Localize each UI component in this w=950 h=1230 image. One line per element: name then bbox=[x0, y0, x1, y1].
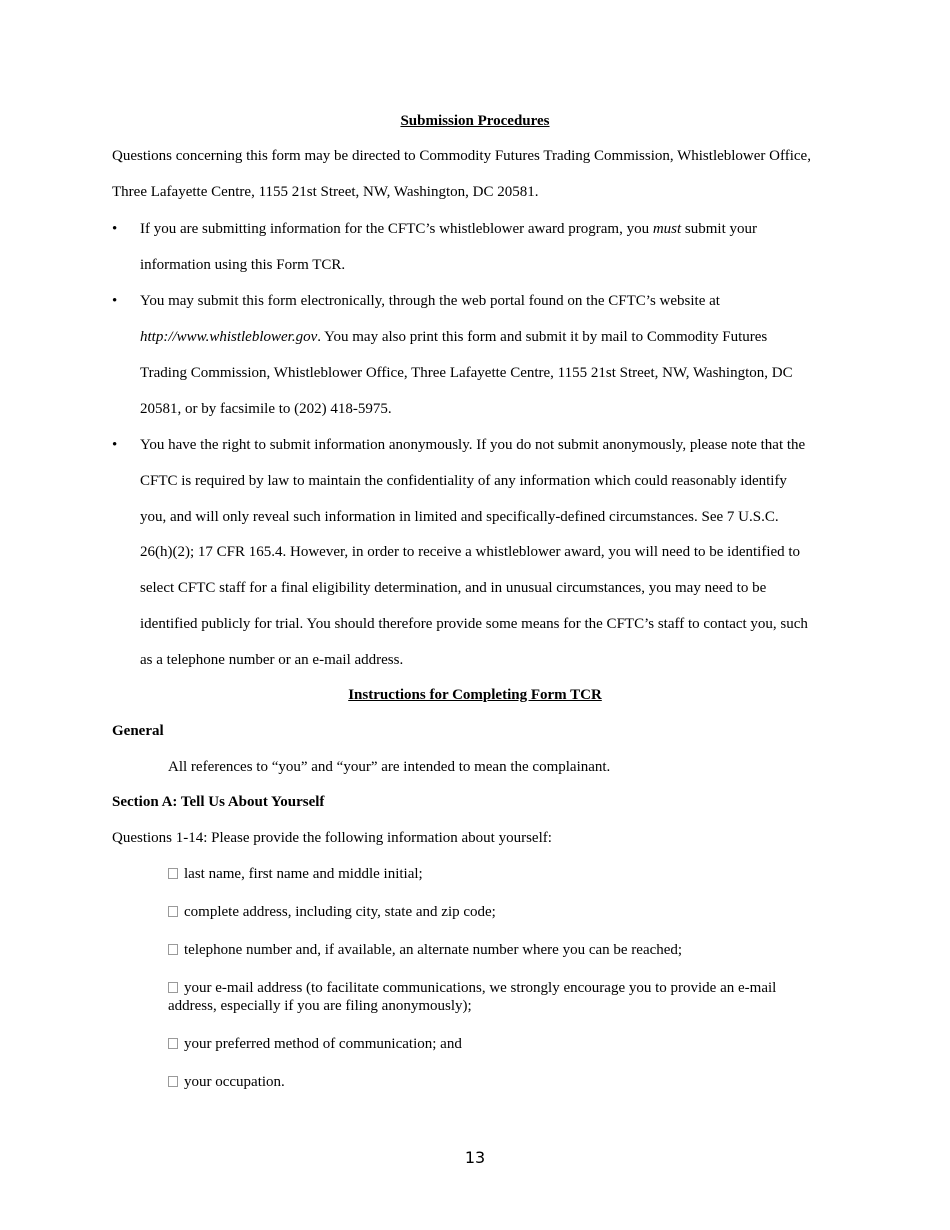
general-heading: General bbox=[112, 723, 164, 739]
whistleblower-website-link: http://www.whistleblower.gov bbox=[140, 329, 318, 345]
bullet-1-line-1-post: submit your bbox=[681, 221, 758, 237]
bullet-3-line-1: You have the right to submit information anonymously. If you do not submit anonymously, please note that the bbox=[140, 437, 806, 453]
list-item-text: complete address, including city, state and zip code; bbox=[184, 904, 496, 920]
bullet-1-line-2: information using this Form TCR. bbox=[140, 257, 346, 273]
list-item bbox=[168, 865, 423, 883]
bullet-3-line-2: CFTC is required by law to maintain the confidentiality of any information which could reasonably identify bbox=[140, 473, 787, 489]
bullet-marker: • bbox=[112, 437, 118, 453]
list-item bbox=[168, 1035, 462, 1053]
questions-intro: Questions 1-14: Please provide the following information about yourself: bbox=[112, 830, 552, 846]
list-item bbox=[168, 941, 682, 959]
instructions-heading: Instructions for Completing Form TCR bbox=[348, 687, 602, 703]
bullet-1-emphasis: must bbox=[652, 221, 682, 237]
list-item-text: your occupation. bbox=[184, 1074, 285, 1090]
bullet-2-line-4: 20581, or by facsimile to (202) 418-5975. bbox=[140, 401, 392, 417]
bullet-3-line-7: as a telephone number or an e-mail address. bbox=[140, 652, 404, 668]
intro-line-1: Questions concerning this form may be directed to Commodity Futures Trading Commission, Whistleblower Office, bbox=[112, 148, 811, 164]
section-a-heading: Section A: Tell Us About Yourself bbox=[112, 794, 325, 810]
bullet-2-line-2 bbox=[140, 328, 767, 346]
list-item bbox=[168, 903, 496, 921]
checkbox-glyph-icon bbox=[168, 1038, 178, 1049]
list-item bbox=[168, 979, 776, 997]
list-item-text: your preferred method of communication; and bbox=[184, 1036, 462, 1052]
bullet-3-line-5: select CFTC staff for a final eligibility determination, and in unusual circumstances, you may need to be bbox=[140, 580, 767, 596]
list-item-continuation: address, especially if you are filing anonymously); bbox=[168, 998, 472, 1014]
bullet-marker: • bbox=[112, 221, 118, 237]
bullet-3-line-3: you, and will only reveal such information in limited and specifically-defined circumstances. See 7 U.S.C. bbox=[140, 509, 779, 525]
submission-procedures-heading: Submission Procedures bbox=[400, 113, 550, 129]
page-number: 13 bbox=[464, 1148, 486, 1167]
checkbox-glyph-icon bbox=[168, 906, 178, 917]
bullet-1-line-1-pre: If you are submitting information for the CFTC’s whistleblower award program, you bbox=[140, 221, 653, 237]
bullet-1-line-1 bbox=[140, 220, 757, 238]
checkbox-glyph-icon bbox=[168, 868, 178, 879]
bullet-2-line-3: Trading Commission, Whistleblower Office, Three Lafayette Centre, 1155 21st Street, NW, Washington, DC bbox=[140, 365, 793, 381]
bullet-3-line-6: identified publicly for trial. You should therefore provide some means for the CFTC’s staff to contact you, such bbox=[140, 616, 808, 632]
checkbox-glyph-icon bbox=[168, 1076, 178, 1087]
bullet-3-line-4: 26(h)(2); 17 CFR 165.4. However, in order to receive a whistleblower award, you will need to be identified to bbox=[140, 544, 801, 560]
list-item bbox=[168, 1073, 285, 1091]
intro-line-2: Three Lafayette Centre, 1155 21st Street, NW, Washington, DC 20581. bbox=[112, 184, 539, 200]
bullet-2-line-1: You may submit this form electronically, through the web portal found on the CFTC’s website at bbox=[140, 293, 720, 309]
list-item-text: last name, first name and middle initial; bbox=[184, 866, 423, 882]
list-item-text: your e-mail address (to facilitate communications, we strongly encourage you to provide an e-mail bbox=[184, 980, 777, 996]
bullet-2-line-2-post: . You may also print this form and submit it by mail to Commodity Futures bbox=[317, 329, 768, 345]
checkbox-glyph-icon bbox=[168, 982, 178, 993]
checkbox-glyph-icon bbox=[168, 944, 178, 955]
list-item-text: telephone number and, if available, an alternate number where you can be reached; bbox=[184, 942, 683, 958]
general-text: All references to “you” and “your” are intended to mean the complainant. bbox=[168, 759, 611, 775]
bullet-marker: • bbox=[112, 293, 118, 309]
